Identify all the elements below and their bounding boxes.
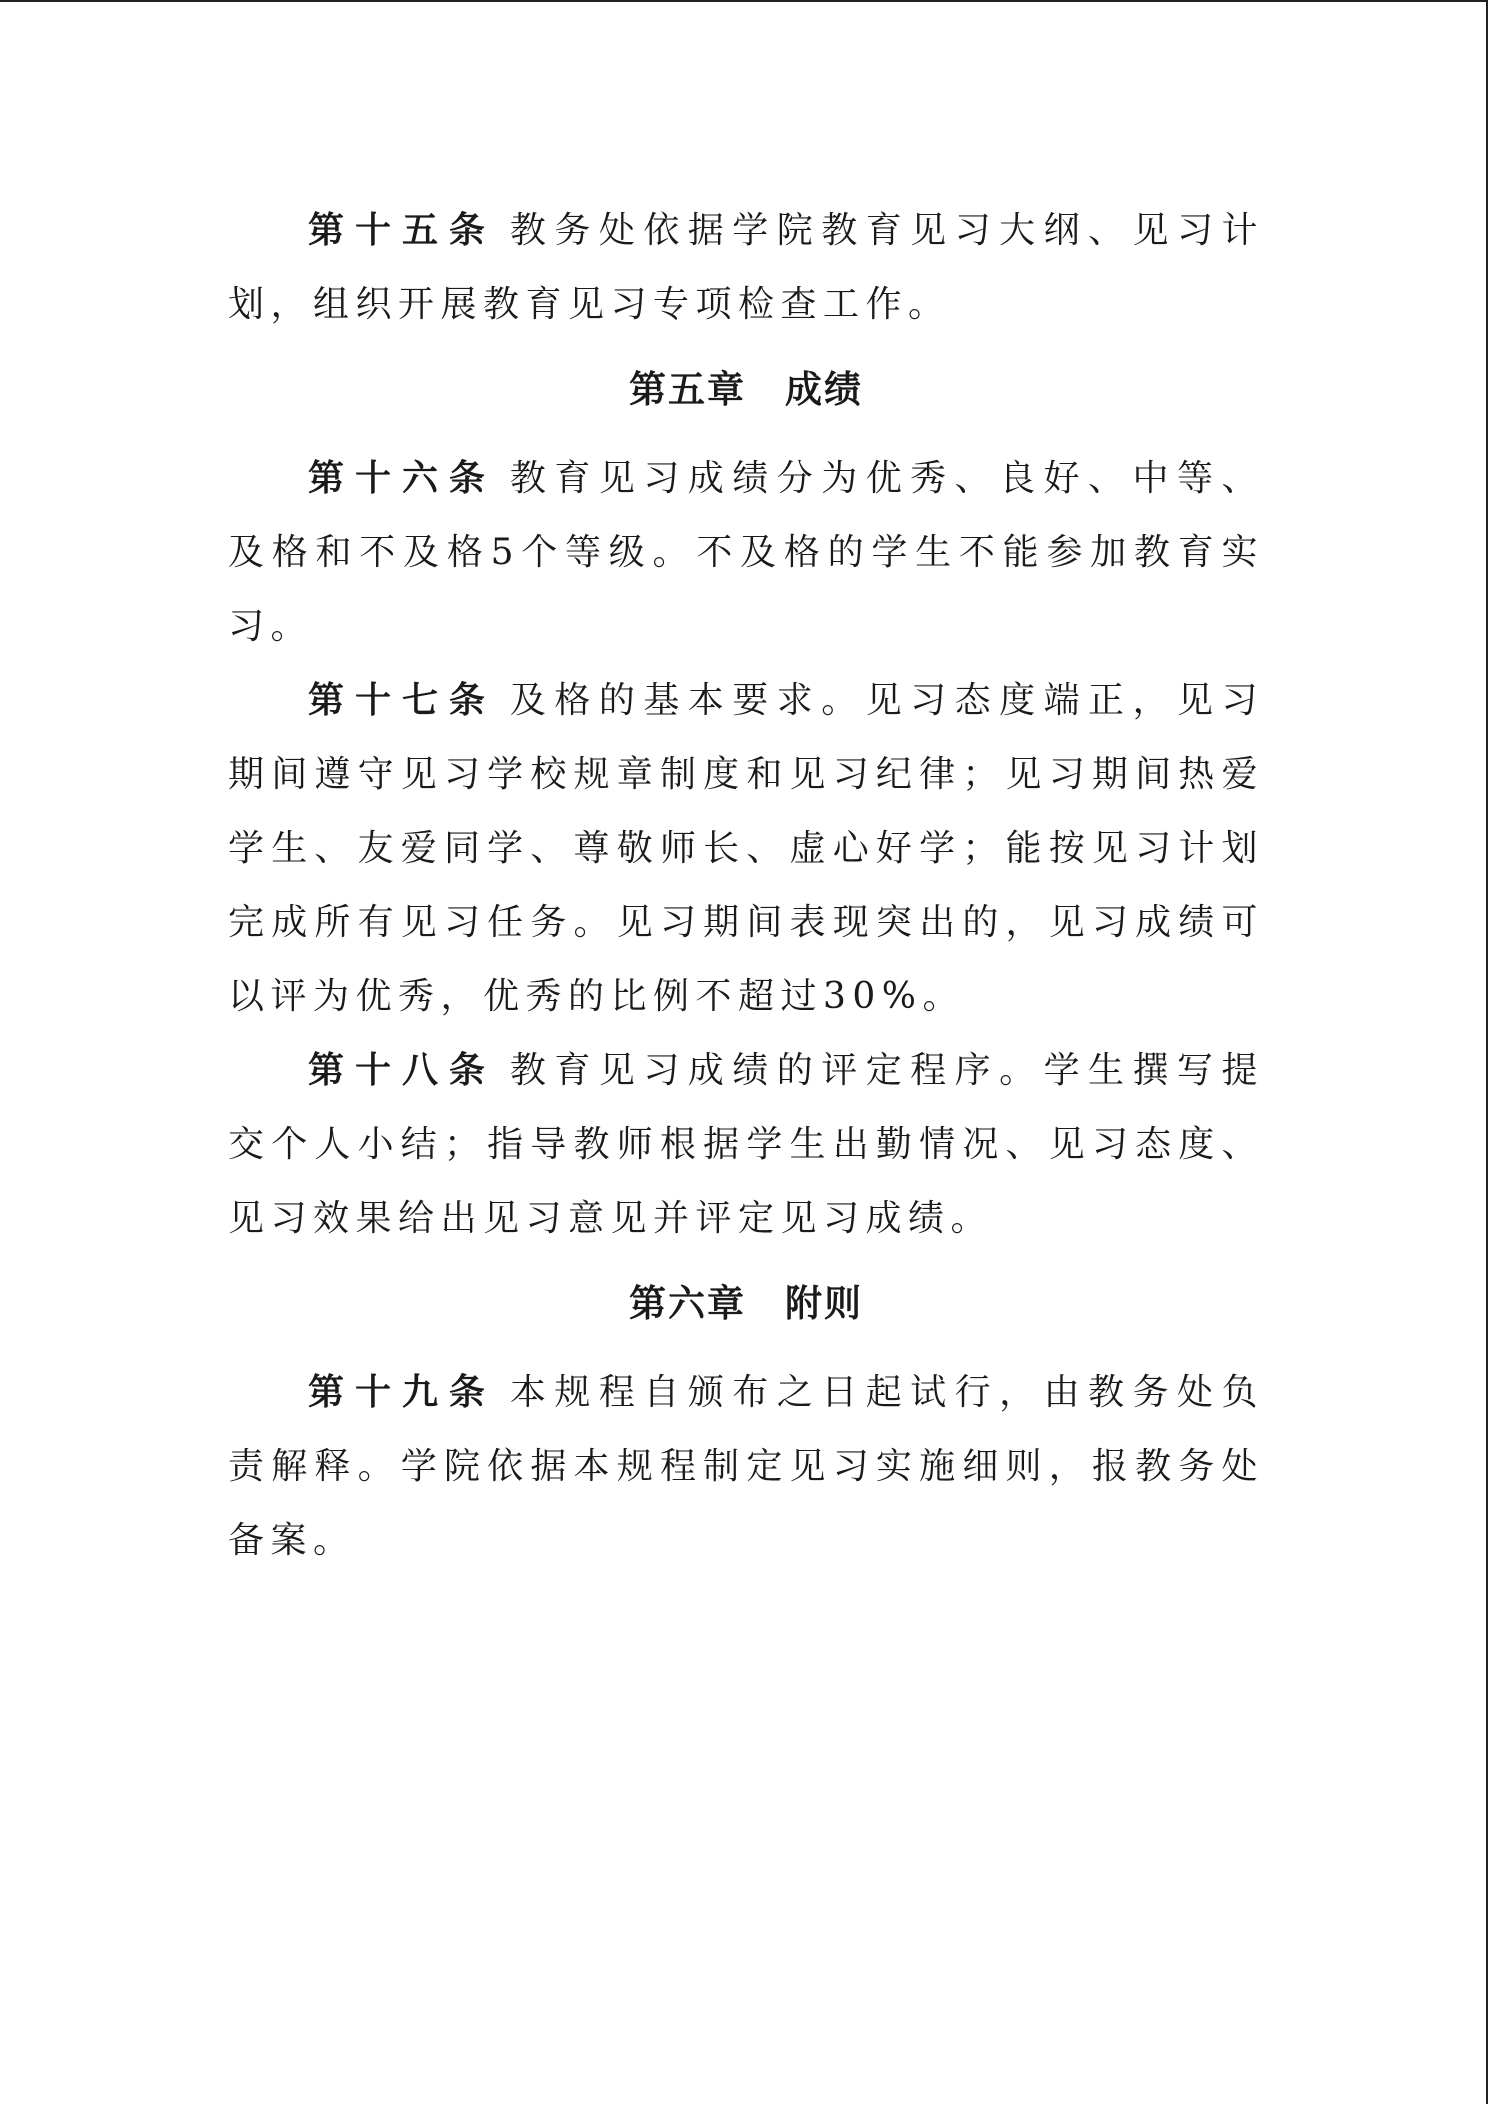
article-label: 第十九条 xyxy=(308,1372,496,1413)
chapter-heading-6: 第六章 附则 xyxy=(629,1282,863,1325)
article-text: 教务处依据学院教育见习大纲、见习计划，组织开展教育见习专项检查工作。 xyxy=(228,210,1264,325)
article-text: 及格的基本要求。见习态度端正，见习期间遵守见习学校规章制度和见习纪律；见习期间热爱学生、友爱同学、尊敬师长、虚心好学；能按见习计划完成所有见习任务。见习期间表现突出的，见习成绩可以评为优秀，优秀的比例不超过30%。 xyxy=(228,680,1264,1017)
article-16 xyxy=(228,442,1264,664)
article-text: 教育见习成绩的评定程序。学生撰写提交个人小结；指导教师根据学生出勤情况、见习态度、见习效果给出见习意见并评定见习成绩。 xyxy=(228,1050,1264,1239)
article-18 xyxy=(228,1034,1264,1256)
article-19 xyxy=(228,1356,1264,1578)
article-17 xyxy=(228,664,1264,1034)
article-text: 本规程自颁布之日起试行，由教务处负责解释。学院依据本规程制定见习实施细则，报教务处备案。 xyxy=(228,1372,1264,1561)
chapter-heading-5: 第五章 成绩 xyxy=(629,368,863,411)
article-label: 第十八条 xyxy=(308,1050,496,1091)
article-text: 教育见习成绩分为优秀、良好、中等、及格和不及格5个等级。不及格的学生不能参加教育实习。 xyxy=(228,458,1264,647)
article-label: 第十七条 xyxy=(308,680,496,721)
article-label: 第十六条 xyxy=(308,458,496,499)
article-15 xyxy=(228,194,1264,342)
article-label: 第十五条 xyxy=(308,210,496,251)
document-body xyxy=(228,194,1264,1578)
